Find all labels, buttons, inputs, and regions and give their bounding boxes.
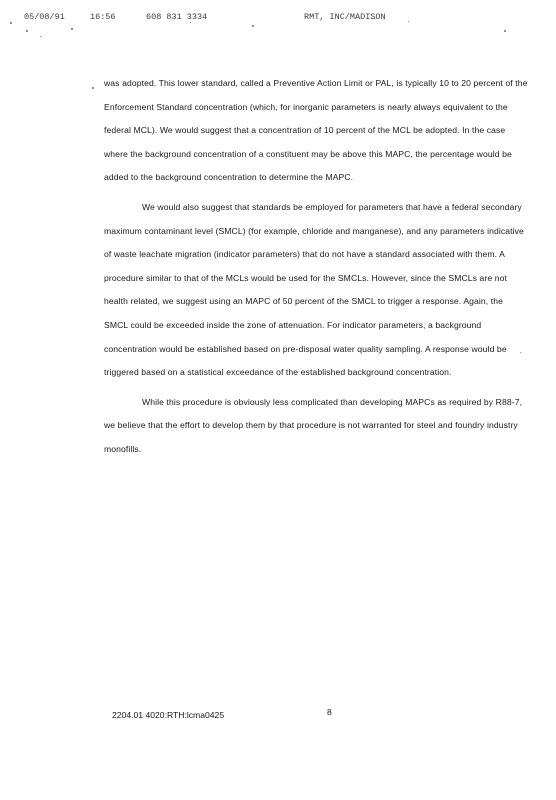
letter-body [104, 72, 528, 462]
body-paragraph: We would also suggest that standards be employed for parameters that have a federal secondary maximum contaminant level (SMCL) (for example, chloride and manganese), and any parameters indicative of waste leachate migration (indicator parameters) that do not have a standard associated with them. A procedure similar to that of the MCLs would be used for the SMCLs. However, since the SMCLs are not health related, we suggest using an MAPC of 50 percent of the SMCL to trigger a response. Again, the SMCL could be exceeded inside the zone of attenuation. For indicator parameters, a background concentration would be established based on pre-disposal water quality sampling. A response would be triggered based on a statistical exceedance of the established background concentration. [104, 201, 524, 378]
fax-time: 16:56 [90, 12, 116, 22]
fax-date: 05/08/91 [24, 12, 65, 22]
scan-speck [252, 25, 254, 27]
page-number: 8 [327, 707, 332, 717]
scan-speck [26, 30, 28, 32]
scan-speck [190, 22, 191, 23]
document-reference: 2204.01 4020:RTH:lcma0425 [112, 710, 225, 720]
scan-speck [504, 30, 506, 32]
scan-speck [40, 36, 41, 37]
scan-speck [408, 21, 409, 22]
fax-transmission-header [8, 8, 548, 30]
scan-speck [10, 22, 12, 24]
fax-phone-number: 608 831 3334 [146, 12, 208, 22]
scan-speck [92, 87, 94, 89]
body-paragraph: While this procedure is obviously less complicated than developing MAPCs as required by R88-7, we believe that the effort to develop them by that procedure is not warranted for steel and foundry industry monofills. [104, 396, 523, 454]
scan-speck [71, 28, 73, 30]
body-paragraph: was adopted. This lower standard, called a Preventive Action Limit or PAL, is typically 10 to 20 percent of the Enforcement Standard concentration (which, for inorganic parameters is nearly always equivalent to the federal MCL). We would suggest that a concentration of 10 percent of the MCL be adopted. In the case where the background concentration of a constituent may be above this MAPC, the percentage would be added to the background concentration to determine the MAPC. [104, 78, 528, 183]
fax-sender: RMT, INC/MADISON [304, 12, 386, 22]
